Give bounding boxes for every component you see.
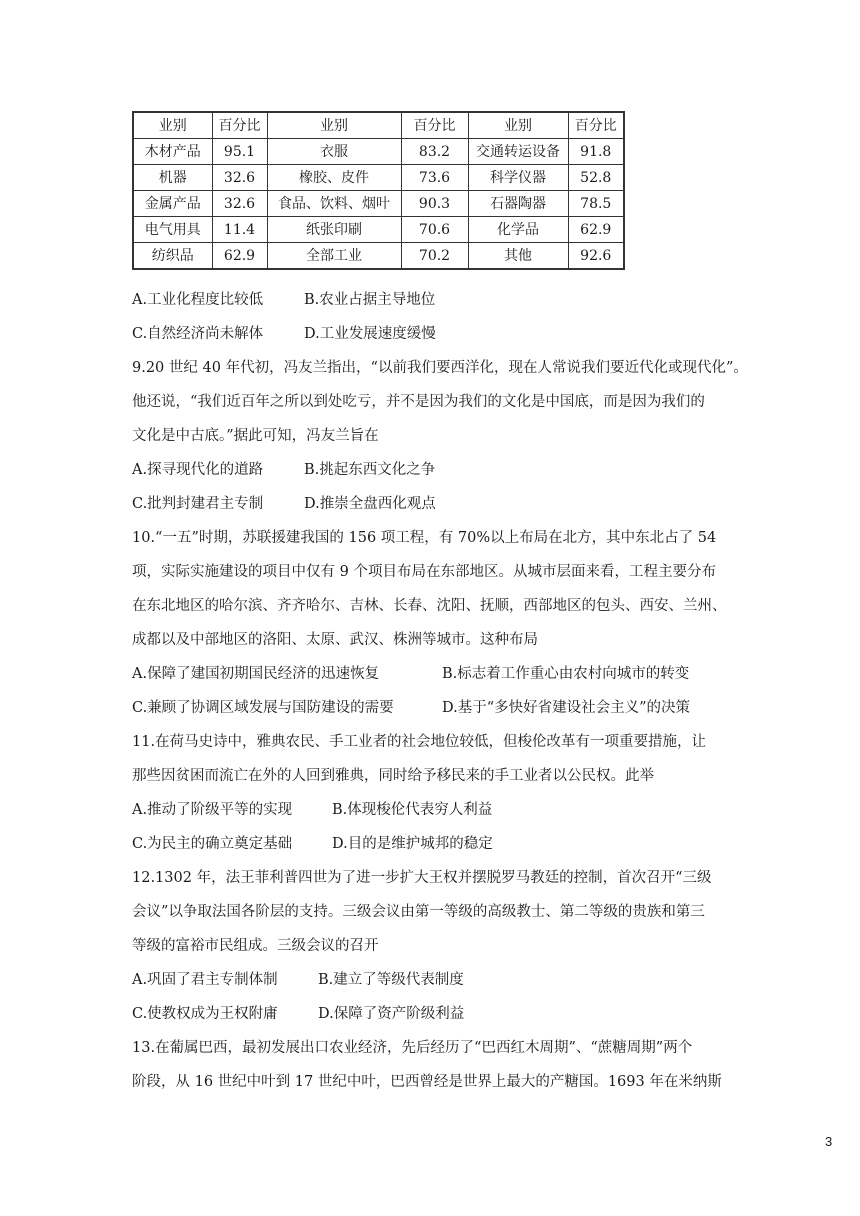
q11-option-a: A.推动了阶级平等的实现 <box>132 802 293 818</box>
q10-option-b: B.标志着工作重心由农村向城市的转变 <box>442 666 690 682</box>
q8-option-c: C.自然经济尚未解体 <box>132 326 264 342</box>
q12-stem-line: 会议”以争取法国各阶层的支持。三级会议由第一等级的高级教士、第二等级的贵族和第三 <box>132 904 705 920</box>
q9-option-a: A.探寻现代化的道路 <box>132 462 264 478</box>
table-cell: 交通转运设备 <box>468 139 568 165</box>
table-cell: 其他 <box>468 243 568 270</box>
q11-option-c: C.为民主的确立奠定基础 <box>132 836 293 852</box>
q9-option-d: D.推崇全盘西化观点 <box>304 496 436 512</box>
table-cell: 52.8 <box>568 165 624 191</box>
q12-stem-line: 等级的富裕市民组成。三级会议的召开 <box>132 938 379 954</box>
q13-stem-line: 阶段，从 16 世纪中叶到 17 世纪中叶，巴西曾经是世界上最大的产糖国。1693 年在米纳斯 <box>132 1074 722 1090</box>
table-cell: 化学品 <box>468 217 568 243</box>
q12-option-c: C.使教权成为王权附庸 <box>132 1006 278 1022</box>
q10-option-d: D.基于“多快好省建设社会主义”的决策 <box>442 700 691 716</box>
q8-option-b: B.农业占据主导地位 <box>304 292 436 308</box>
q10-option-a: A.保障了建国初期国民经济的迅速恢复 <box>132 666 380 682</box>
q10-stem-line: 10.“一五”时期，苏联援建我国的 156 项工程，有 70%以上布局在北方，其中东北占了 54 <box>132 530 717 546</box>
table-cell: 11.4 <box>212 217 267 243</box>
table-header-cell: 百分比 <box>568 112 624 139</box>
table-cell: 石器陶器 <box>468 191 568 217</box>
table-cell: 机器 <box>133 165 212 191</box>
table-cell: 32.6 <box>212 191 267 217</box>
q10-stem-line: 项，实际实施建设的项目中仅有 9 个项目布局在东部地区。从城市层面来看，工程主要分布 <box>132 564 716 580</box>
table-header-cell: 业别 <box>133 112 212 139</box>
table-cell: 70.2 <box>401 243 468 270</box>
table-cell: 纺织品 <box>133 243 212 270</box>
table-header-row <box>133 112 624 139</box>
industry-percentage-table <box>132 111 625 270</box>
table-cell: 62.9 <box>568 217 624 243</box>
table-row <box>133 191 624 217</box>
table-row <box>133 139 624 165</box>
table-cell: 金属产品 <box>133 191 212 217</box>
q9-option-c: C.批判封建君主专制 <box>132 496 264 512</box>
q13-stem-line: 13.在葡属巴西，最初发展出口农业经济，先后经历了“巴西红木周期”、“蔗糖周期”两个 <box>132 1040 693 1056</box>
table-cell: 73.6 <box>401 165 468 191</box>
q12-option-b: B.建立了等级代表制度 <box>318 972 464 988</box>
q8-option-a: A.工业化程度比较低 <box>132 292 264 308</box>
q9-stem-line: 他还说，“我们近百年之所以到处吃亏，并不是因为我们的文化是中国底，而是因为我们的 <box>132 394 705 410</box>
q9-stem-line: 9.20 世纪 40 年代初，冯友兰指出，“以前我们要西洋化，现在人常说我们要近代化或现代化”。 <box>132 360 748 376</box>
q11-stem-line: 11.在荷马史诗中，雅典农民、手工业者的社会地位较低，但梭伦改革有一项重要措施，让 <box>132 734 707 750</box>
page-number: 3 <box>825 1134 833 1149</box>
q11-option-d: D.目的是维护城邦的稳定 <box>332 836 493 852</box>
table-cell: 83.2 <box>401 139 468 165</box>
table-cell: 食品、饮料、烟叶 <box>267 191 401 217</box>
q10-stem-line: 成都以及中部地区的洛阳、太原、武汉、株洲等城市。这种布局 <box>132 632 538 648</box>
table-cell: 95.1 <box>212 139 267 165</box>
table-cell: 32.6 <box>212 165 267 191</box>
table-cell: 科学仪器 <box>468 165 568 191</box>
table-header-cell: 百分比 <box>401 112 468 139</box>
table-cell: 衣服 <box>267 139 401 165</box>
table-cell: 纸张印刷 <box>267 217 401 243</box>
table-cell: 电气用具 <box>133 217 212 243</box>
table-header-cell: 业别 <box>267 112 401 139</box>
table-cell: 90.3 <box>401 191 468 217</box>
table-cell: 橡胶、皮件 <box>267 165 401 191</box>
table-row <box>133 217 624 243</box>
q10-option-c: C.兼顾了协调区域发展与国防建设的需要 <box>132 700 394 716</box>
table-cell: 91.8 <box>568 139 624 165</box>
q12-option-a: A.巩固了君主专制体制 <box>132 972 278 988</box>
table-row <box>133 165 624 191</box>
table-cell: 70.6 <box>401 217 468 243</box>
table-cell: 92.6 <box>568 243 624 270</box>
table-cell: 62.9 <box>212 243 267 270</box>
table-header-cell: 百分比 <box>212 112 267 139</box>
q9-stem-line: 文化是中古底。”据此可知，冯友兰旨在 <box>132 428 379 444</box>
q8-option-d: D.工业发展速度缓慢 <box>304 326 436 342</box>
q11-option-b: B.体现梭伦代表穷人利益 <box>332 802 493 818</box>
table-cell: 木材产品 <box>133 139 212 165</box>
table-header-cell: 业别 <box>468 112 568 139</box>
q12-option-d: D.保障了资产阶级利益 <box>318 1006 465 1022</box>
q12-stem-line: 12.1302 年，法王菲利普四世为了进一步扩大王权并摆脱罗马教廷的控制，首次召开“三级 <box>132 870 712 886</box>
q9-option-b: B.挑起东西文化之争 <box>304 462 436 478</box>
table-cell: 全部工业 <box>267 243 401 270</box>
q11-stem-line: 那些因贫困而流亡在外的人回到雅典，同时给予移民来的手工业者以公民权。此举 <box>132 768 654 784</box>
table-row <box>133 243 624 270</box>
table-cell: 78.5 <box>568 191 624 217</box>
q10-stem-line: 在东北地区的哈尔滨、齐齐哈尔、吉林、长春、沈阳、抚顺，西部地区的包头、西安、兰州、 <box>132 598 727 614</box>
